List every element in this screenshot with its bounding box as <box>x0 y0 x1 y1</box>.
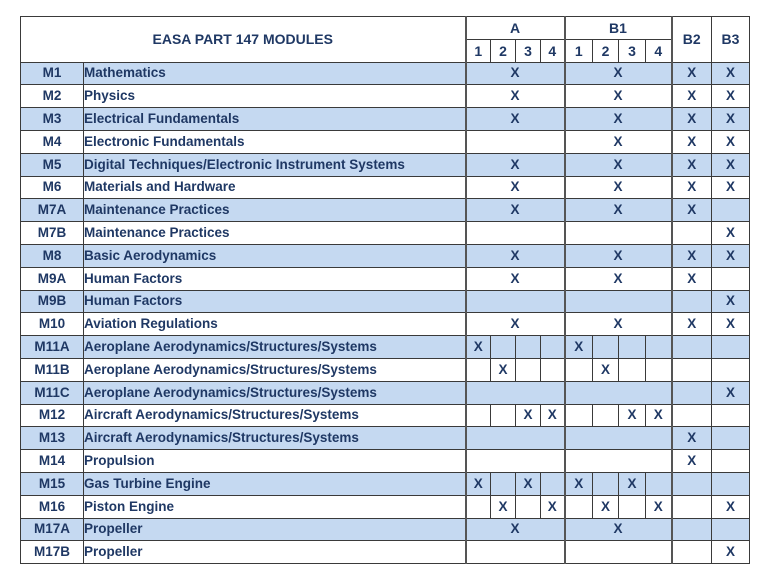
category-b3-mark: X <box>712 222 750 245</box>
category-a-mark <box>466 290 565 313</box>
category-a1-mark <box>466 404 491 427</box>
category-b3-mark <box>712 518 750 541</box>
module-name: Electrical Fundamentals <box>84 108 466 131</box>
table-row <box>21 62 750 85</box>
category-b1-mark: X <box>565 176 672 199</box>
table-row <box>21 108 750 131</box>
group-header-b3: B3 <box>712 17 750 63</box>
category-b1-1-mark <box>565 404 593 427</box>
module-code: M1 <box>21 62 84 85</box>
module-name: Human Factors <box>84 290 466 313</box>
category-b1-3-mark: X <box>619 404 646 427</box>
module-name: Materials and Hardware <box>84 176 466 199</box>
category-b2-mark <box>672 404 712 427</box>
sub-header-b1-1: 1 <box>565 39 593 62</box>
table-row <box>21 472 750 495</box>
sub-header-a-3: 3 <box>516 39 541 62</box>
category-b1-2-mark: X <box>593 495 619 518</box>
category-b1-1-mark <box>565 358 593 381</box>
module-name: Aircraft Aerodynamics/Structures/Systems <box>84 404 466 427</box>
category-b3-mark: X <box>712 244 750 267</box>
category-a-mark <box>466 427 565 450</box>
module-code: M9A <box>21 267 84 290</box>
category-b1-2-mark <box>593 472 619 495</box>
table-row <box>21 153 750 176</box>
category-b3-mark: X <box>712 130 750 153</box>
category-b3-mark: X <box>712 381 750 404</box>
table-row <box>21 358 750 381</box>
category-b3-mark <box>712 199 750 222</box>
category-b3-mark: X <box>712 176 750 199</box>
module-name: Piston Engine <box>84 495 466 518</box>
module-name: Aeroplane Aerodynamics/Structures/Systems <box>84 381 466 404</box>
category-a-mark: X <box>466 267 565 290</box>
sub-header-a-1: 1 <box>466 39 491 62</box>
module-code: M17A <box>21 518 84 541</box>
category-a-mark: X <box>466 313 565 336</box>
category-b2-mark <box>672 222 712 245</box>
category-b1-mark <box>565 541 672 564</box>
table-row <box>21 199 750 222</box>
module-name: Maintenance Practices <box>84 222 466 245</box>
category-b2-mark <box>672 495 712 518</box>
category-b2-mark: X <box>672 153 712 176</box>
modules-table-container <box>20 16 750 564</box>
category-b3-mark <box>712 404 750 427</box>
table-row <box>21 495 750 518</box>
category-b1-3-mark <box>619 495 646 518</box>
category-a-mark: X <box>466 85 565 108</box>
category-b1-mark: X <box>565 199 672 222</box>
module-name: Digital Techniques/Electronic Instrument Systems <box>84 153 466 176</box>
category-b2-mark: X <box>672 267 712 290</box>
group-header-a: A <box>466 17 565 40</box>
category-b1-4-mark <box>646 336 672 359</box>
category-b1-1-mark: X <box>565 472 593 495</box>
category-b2-mark: X <box>672 130 712 153</box>
table-row <box>21 381 750 404</box>
module-name: Propeller <box>84 541 466 564</box>
category-b1-1-mark <box>565 495 593 518</box>
category-b2-mark: X <box>672 199 712 222</box>
category-b2-mark: X <box>672 85 712 108</box>
category-b1-mark: X <box>565 244 672 267</box>
category-b3-mark <box>712 358 750 381</box>
category-b2-mark <box>672 290 712 313</box>
category-a3-mark <box>516 495 541 518</box>
category-b3-mark <box>712 472 750 495</box>
sub-header-a-4: 4 <box>541 39 565 62</box>
table-row <box>21 427 750 450</box>
category-b2-mark: X <box>672 450 712 473</box>
category-b2-mark <box>672 336 712 359</box>
category-b2-mark <box>672 381 712 404</box>
category-b3-mark: X <box>712 495 750 518</box>
table-row <box>21 518 750 541</box>
module-code: M7A <box>21 199 84 222</box>
category-b1-4-mark <box>646 358 672 381</box>
category-a1-mark <box>466 358 491 381</box>
module-code: M13 <box>21 427 84 450</box>
category-b1-mark: X <box>565 313 672 336</box>
category-a3-mark <box>516 358 541 381</box>
module-code: M12 <box>21 404 84 427</box>
category-a-mark: X <box>466 108 565 131</box>
category-a1-mark: X <box>466 472 491 495</box>
module-name: Basic Aerodynamics <box>84 244 466 267</box>
module-code: M11B <box>21 358 84 381</box>
module-code: M11C <box>21 381 84 404</box>
category-b1-2-mark <box>593 336 619 359</box>
category-b3-mark <box>712 450 750 473</box>
module-name: Mathematics <box>84 62 466 85</box>
category-b2-mark: X <box>672 176 712 199</box>
category-b2-mark: X <box>672 427 712 450</box>
module-code: M9B <box>21 290 84 313</box>
module-name: Aviation Regulations <box>84 313 466 336</box>
category-a3-mark: X <box>516 404 541 427</box>
module-name: Aircraft Aerodynamics/Structures/Systems <box>84 427 466 450</box>
category-b2-mark <box>672 472 712 495</box>
category-b3-mark <box>712 336 750 359</box>
category-b1-4-mark: X <box>646 495 672 518</box>
category-b3-mark: X <box>712 290 750 313</box>
category-b1-3-mark <box>619 358 646 381</box>
category-b1-mark <box>565 290 672 313</box>
category-b2-mark <box>672 358 712 381</box>
category-a3-mark <box>516 336 541 359</box>
category-a2-mark <box>491 404 516 427</box>
table-row <box>21 85 750 108</box>
module-code: M4 <box>21 130 84 153</box>
table-row <box>21 336 750 359</box>
category-a-mark <box>466 222 565 245</box>
table-title: EASA PART 147 MODULES <box>21 17 466 63</box>
group-header-b1: B1 <box>565 17 672 40</box>
category-a-mark: X <box>466 199 565 222</box>
category-b1-mark: X <box>565 153 672 176</box>
module-name: Electronic Fundamentals <box>84 130 466 153</box>
category-a2-mark: X <box>491 358 516 381</box>
category-b3-mark: X <box>712 62 750 85</box>
category-b2-mark: X <box>672 108 712 131</box>
table-row <box>21 130 750 153</box>
category-a4-mark: X <box>541 404 565 427</box>
category-b1-2-mark: X <box>593 358 619 381</box>
sub-header-a-2: 2 <box>491 39 516 62</box>
category-a-mark: X <box>466 518 565 541</box>
category-b1-mark: X <box>565 108 672 131</box>
module-code: M14 <box>21 450 84 473</box>
category-a3-mark: X <box>516 472 541 495</box>
category-b1-2-mark <box>593 404 619 427</box>
group-header-b2: B2 <box>672 17 712 63</box>
category-b1-mark: X <box>565 518 672 541</box>
category-b1-mark <box>565 222 672 245</box>
sub-header-b1-4: 4 <box>646 39 672 62</box>
table-row <box>21 450 750 473</box>
table-row <box>21 267 750 290</box>
module-name: Propeller <box>84 518 466 541</box>
module-code: M5 <box>21 153 84 176</box>
module-name: Physics <box>84 85 466 108</box>
category-a4-mark <box>541 472 565 495</box>
module-code: M3 <box>21 108 84 131</box>
category-b3-mark <box>712 267 750 290</box>
table-row <box>21 404 750 427</box>
module-code: M2 <box>21 85 84 108</box>
category-a-mark: X <box>466 62 565 85</box>
category-a-mark <box>466 541 565 564</box>
category-a4-mark <box>541 358 565 381</box>
category-a1-mark <box>466 495 491 518</box>
module-code: M6 <box>21 176 84 199</box>
category-a-mark <box>466 450 565 473</box>
category-a4-mark <box>541 336 565 359</box>
category-a2-mark <box>491 472 516 495</box>
category-a2-mark: X <box>491 495 516 518</box>
category-a-mark: X <box>466 153 565 176</box>
table-row <box>21 290 750 313</box>
category-b1-mark: X <box>565 85 672 108</box>
category-a4-mark: X <box>541 495 565 518</box>
category-b3-mark: X <box>712 541 750 564</box>
category-b3-mark <box>712 427 750 450</box>
easa-modules-table <box>20 16 750 564</box>
category-b2-mark: X <box>672 244 712 267</box>
sub-header-b1-2: 2 <box>593 39 619 62</box>
category-b3-mark: X <box>712 108 750 131</box>
table-row <box>21 176 750 199</box>
module-name: Aeroplane Aerodynamics/Structures/Systems <box>84 358 466 381</box>
module-code: M17B <box>21 541 84 564</box>
category-b1-mark <box>565 381 672 404</box>
module-code: M15 <box>21 472 84 495</box>
category-a-mark: X <box>466 244 565 267</box>
modules-table-body <box>21 62 750 564</box>
module-name: Maintenance Practices <box>84 199 466 222</box>
category-b1-4-mark: X <box>646 404 672 427</box>
module-name: Propulsion <box>84 450 466 473</box>
category-b1-mark <box>565 427 672 450</box>
module-code: M11A <box>21 336 84 359</box>
category-b1-4-mark <box>646 472 672 495</box>
category-a-mark <box>466 381 565 404</box>
category-b1-mark: X <box>565 130 672 153</box>
table-row <box>21 313 750 336</box>
table-row <box>21 222 750 245</box>
category-b2-mark: X <box>672 62 712 85</box>
module-code: M8 <box>21 244 84 267</box>
category-a2-mark <box>491 336 516 359</box>
category-b1-mark <box>565 450 672 473</box>
category-b3-mark: X <box>712 313 750 336</box>
category-b2-mark <box>672 518 712 541</box>
module-code: M10 <box>21 313 84 336</box>
module-code: M7B <box>21 222 84 245</box>
category-b1-3-mark: X <box>619 472 646 495</box>
module-name: Aeroplane Aerodynamics/Structures/Systems <box>84 336 466 359</box>
category-b3-mark: X <box>712 153 750 176</box>
module-name: Human Factors <box>84 267 466 290</box>
module-name: Gas Turbine Engine <box>84 472 466 495</box>
category-a1-mark: X <box>466 336 491 359</box>
module-code: M16 <box>21 495 84 518</box>
category-a-mark: X <box>466 176 565 199</box>
sub-header-b1-3: 3 <box>619 39 646 62</box>
category-b2-mark <box>672 541 712 564</box>
category-a-mark <box>466 130 565 153</box>
category-b2-mark: X <box>672 313 712 336</box>
category-b1-1-mark: X <box>565 336 593 359</box>
category-b3-mark: X <box>712 85 750 108</box>
table-row <box>21 541 750 564</box>
table-row <box>21 244 750 267</box>
category-b1-mark: X <box>565 62 672 85</box>
category-b1-mark: X <box>565 267 672 290</box>
category-b1-3-mark <box>619 336 646 359</box>
